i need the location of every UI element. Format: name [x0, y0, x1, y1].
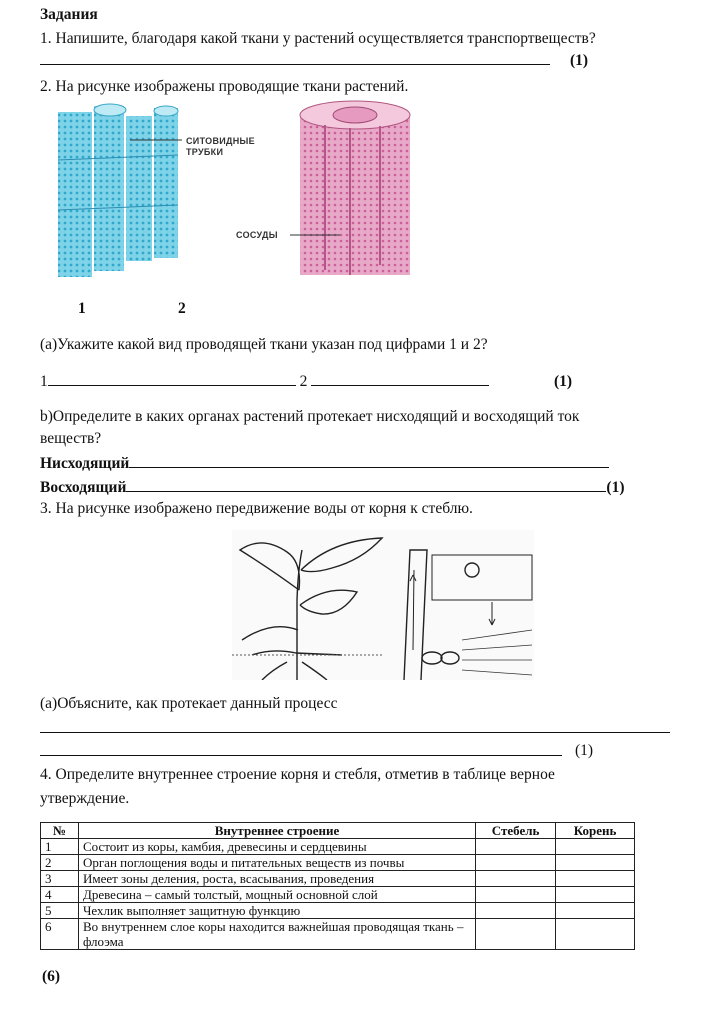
- question-2b-line1: b)Определите в каких органах растений протекает нисходящий и восходящий ток: [40, 408, 580, 425]
- table-row: [41, 903, 635, 919]
- answer-line-1[interactable]: [40, 50, 550, 70]
- heading: Задания: [40, 6, 98, 23]
- stem-cell[interactable]: [476, 903, 556, 919]
- label-sieve-tubes: СИТОВИДНЫЕ ТРУБКИ: [186, 136, 255, 157]
- answer-line-2a[interactable]: [40, 371, 489, 391]
- question-2b-line2: веществ?: [40, 430, 102, 447]
- root-cell[interactable]: [556, 887, 635, 903]
- row-text: Во внутреннем слое коры находится важнейшая проводящая ткань – флоэма: [78, 919, 475, 950]
- stem-cell[interactable]: [476, 871, 556, 887]
- question-3a-text: (a)Объясните, как протекает данный процесс: [40, 695, 338, 712]
- row-text: Состоит из коры, камбия, древесины и сердцевины: [78, 839, 475, 855]
- stem-cell[interactable]: [476, 887, 556, 903]
- answer-number-2: 2: [299, 373, 308, 390]
- row-text: Чехлик выполняет защитную функцию: [78, 903, 475, 919]
- root-cell[interactable]: [556, 903, 635, 919]
- header-structure: Внутреннее строение: [78, 823, 475, 839]
- question-4-line2: утверждение.: [40, 790, 130, 807]
- answer-line-3a-1[interactable]: [40, 718, 670, 738]
- header-root: Корень: [556, 823, 635, 839]
- header-number: №: [41, 823, 79, 839]
- header-stem: Стебель: [476, 823, 556, 839]
- score-2a: (1): [554, 373, 573, 390]
- question-2-text: 2. На рисунке изображены проводящие ткани растений.: [40, 78, 409, 95]
- stem-cell[interactable]: [476, 919, 556, 950]
- score-3: (1): [575, 742, 594, 759]
- table-row: [41, 887, 635, 903]
- stem-cell[interactable]: [476, 855, 556, 871]
- row-text: Орган поглощения воды и питательных веществ из почвы: [78, 855, 475, 871]
- row-number: 1: [41, 839, 79, 855]
- root-cell[interactable]: [556, 855, 635, 871]
- row-number: 3: [41, 871, 79, 887]
- table-row: [41, 839, 635, 855]
- score-2b: (1): [606, 479, 625, 496]
- table-header-row: [41, 823, 635, 839]
- label-ascending: Восходящий: [40, 479, 127, 496]
- question-4-line1: 4. Определите внутреннее строение корня и стебля, отметив в таблице верное: [40, 766, 555, 783]
- row-number: 5: [41, 903, 79, 919]
- row-text: Древесина – самый толстый, мощный основной слой: [78, 887, 475, 903]
- row-number: 4: [41, 887, 79, 903]
- table-row: [41, 919, 635, 950]
- label-descending: Нисходящий: [40, 455, 130, 472]
- water-movement-figure: [232, 530, 534, 680]
- score-1: (1): [570, 52, 589, 69]
- score-4: (6): [42, 968, 61, 985]
- row-number: 6: [41, 919, 79, 950]
- stem-cell[interactable]: [476, 839, 556, 855]
- figure-number-1: 1: [78, 300, 86, 317]
- row-number: 2: [41, 855, 79, 871]
- table-row: [41, 855, 635, 871]
- sieve-tubes-illustration: [58, 104, 178, 277]
- figure-number-2: 2: [178, 300, 186, 317]
- conducting-tissue-figure: [50, 100, 420, 285]
- label-vessels: СОСУДЫ: [236, 230, 278, 240]
- root-cell[interactable]: [556, 919, 635, 950]
- answer-line-3a-2[interactable]: [40, 741, 562, 761]
- root-cell[interactable]: [556, 871, 635, 887]
- question-2a-text: (a)Укажите какой вид проводящей ткани указан под цифрами 1 и 2?: [40, 336, 488, 353]
- row-text: Имеет зоны деления, роста, всасывания, проведения: [78, 871, 475, 887]
- answer-line-ascending[interactable]: [40, 477, 624, 497]
- question-1-text: 1. Напишите, благодаря какой ткани у растений осуществляется транспортвеществ?: [40, 30, 596, 47]
- root-cell[interactable]: [556, 839, 635, 855]
- table-row: [41, 871, 635, 887]
- answer-line-descending[interactable]: [40, 453, 609, 473]
- question-3-text: 3. На рисунке изображено передвижение воды от корня к стеблю.: [40, 500, 473, 517]
- structure-table: [40, 822, 635, 950]
- vessels-illustration: [300, 101, 410, 275]
- answer-number-1: 1: [40, 373, 48, 390]
